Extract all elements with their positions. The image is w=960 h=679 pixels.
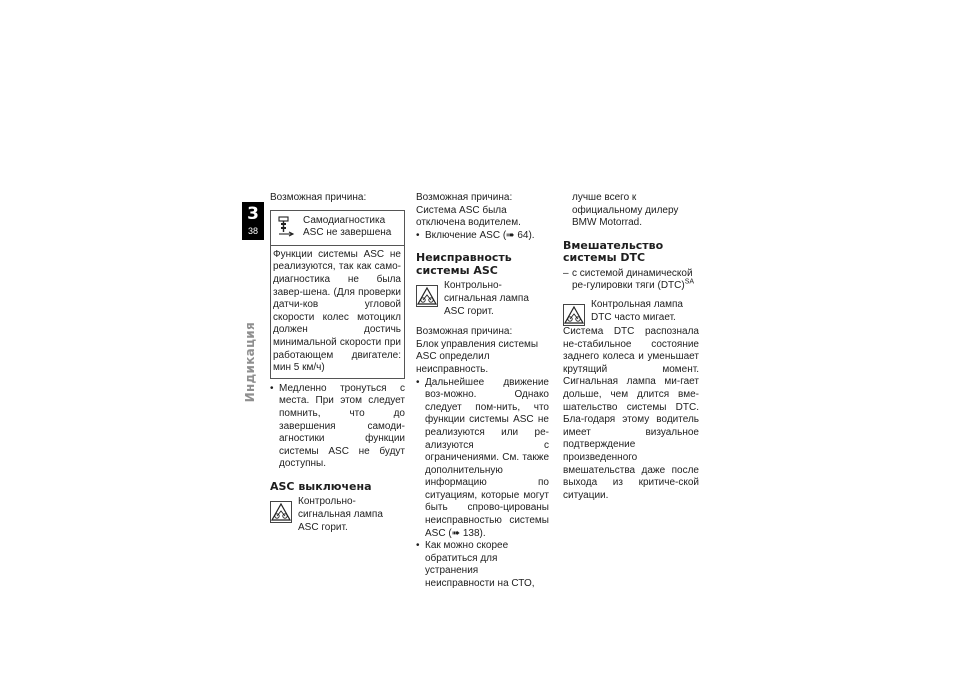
dash-text: с системой динамической ре-гулировки тяги (DTC) [572, 267, 693, 292]
reference-arrow-icon: ➠ [451, 527, 461, 539]
lamp-text: Контрольная лампа DTC часто мигает. [591, 298, 683, 323]
chapter-number: 3 [247, 204, 259, 224]
bullet-item [416, 377, 549, 541]
dash-item [563, 268, 699, 293]
page-reference[interactable]: 138). [462, 527, 486, 539]
heading-dtc: Вмешательство системы DTC [563, 238, 664, 265]
heading-asc-fault: Неисправность системы ASC [416, 251, 512, 277]
cause-text: Блок управления системы ASC определил неисправность. [416, 338, 539, 375]
dash-list [563, 268, 699, 293]
diagnostic-wrench-icon [277, 216, 295, 238]
lamp-row [563, 299, 699, 326]
special-equipment-mark: SA [684, 279, 695, 287]
lamp-text: Контрольно-сигнальная лампа ASC горит. [298, 496, 383, 533]
bullet-item: • Как можно скорее обратиться для устранения неисправности на СТО, [416, 540, 549, 590]
possible-cause-label: Возможная причина: [416, 326, 513, 338]
bullet-list [270, 383, 405, 471]
possible-cause-label: Возможная причина: [416, 192, 513, 203]
lamp-row [270, 496, 405, 534]
bullet-text: Дальнейшее движение воз-можно. Однако следует пом-нить, что функции системы ASC не реализуются или ре-ализуются с ограничениями. См. также дополнительную информацию по ситуациям, которые могут быть спрово-цированы неисправностью системы ASC ( [425, 376, 549, 539]
continuation-text: лучше всего к официальному дилеру BMW Motorrad. [572, 192, 679, 229]
info-box-title: Самодиагностика ASC не завершена [303, 214, 392, 239]
dtc-body-text: Система DTC распознала не-стабильное состояние заднего колеса и уменьшает крутящий момент. Сигнальная лампа ми-гает дольше, чем длится вме-шательство системы DTC. Бла-годаря этому водитель имеет визуальное подтверждение произведенного вмешательства даже после выхода из критиче-ской ситуации. [563, 325, 699, 501]
page-reference[interactable]: 64). [517, 229, 535, 241]
info-box-self-diagnosis [270, 210, 405, 379]
page-number: 38 [247, 226, 258, 236]
bullet-list [416, 377, 549, 591]
bullet-item [416, 230, 549, 243]
column-2 [416, 192, 549, 591]
asc-warning-lamp-icon [416, 285, 438, 307]
lamp-text: Контрольно-сигнальная лампа ASC горит. [444, 280, 529, 317]
cause-text: Система ASC была отключена водителем. [416, 204, 521, 229]
possible-cause-label: Возможная причина: [270, 192, 367, 203]
bullet-text: Включение ASC ( [425, 229, 507, 241]
chapter-title: Индикация [243, 322, 257, 403]
column-3 [563, 192, 699, 502]
bullet-item: • Медленно тронуться с места. При этом следует помнить, что до завершения самоди-агностики функции системы ASC не будут доступны. [270, 383, 405, 471]
reference-arrow-icon: ➠ [506, 229, 515, 241]
info-box-header [271, 211, 404, 246]
bullet-list [416, 230, 549, 243]
dtc-warning-lamp-icon [563, 304, 585, 326]
chapter-tab [242, 202, 264, 240]
lamp-row [416, 280, 549, 318]
column-1 [270, 192, 405, 534]
heading-asc-off: ASC выключена [270, 479, 372, 493]
info-box-body: Функции системы ASC не реализуются, так как само-диагностика не была завер-шена. (Для проверки датчи-ков угловой скорости колес мотоцикл должен достичь минимальной скорости при работающем двигателе: мин 5 км/ч) [273, 248, 401, 374]
asc-warning-lamp-icon [270, 501, 292, 523]
